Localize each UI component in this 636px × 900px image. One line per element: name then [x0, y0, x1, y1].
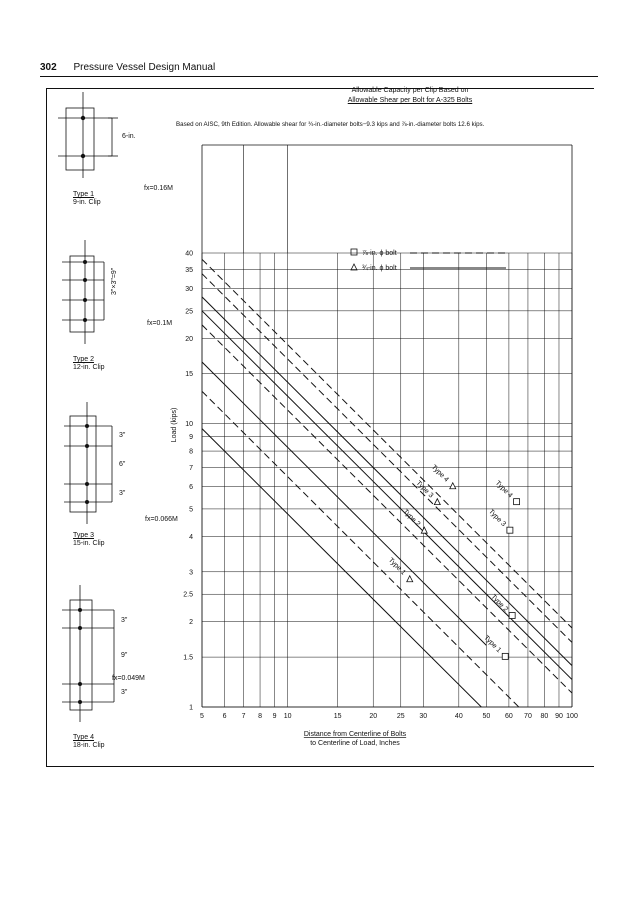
y-tick-label: 5: [189, 506, 193, 514]
dim-type-3-b: 6": [119, 461, 126, 468]
line-label: Type 1: [482, 634, 503, 655]
x-tick-label: 40: [454, 713, 463, 720]
x-tick-label: 5: [200, 713, 204, 720]
square-marker: [509, 612, 515, 618]
square-marker: [507, 527, 513, 533]
x-tick-label: 60: [505, 713, 513, 720]
x-axis-label-line1: Distance from Centerline of Bolts: [303, 731, 407, 738]
y-tick-label: 7: [189, 465, 193, 473]
x-tick-label: 90: [555, 713, 563, 720]
legend-label-7-8: ⅞-in. ϕ bolt: [362, 250, 397, 257]
chart-grid: [202, 145, 572, 707]
chart-subtitle: Allowable Shear per Bolt for A-325 Bolts: [347, 97, 473, 104]
fx-type-2: fx=0.1M: [147, 320, 173, 327]
y-tick-label: 15: [185, 371, 193, 379]
dim-type-4-c: 3": [121, 689, 128, 696]
series-line-type-4-dashed: [202, 259, 572, 628]
dim-type-3-a: 3": [119, 432, 126, 439]
y-tick-label: 20: [185, 335, 193, 343]
clip-type: Type 1: [73, 191, 95, 198]
y-tick-label: 10: [185, 421, 193, 429]
page-number: 302: [40, 62, 57, 73]
clip-name: 9-in. Clip: [73, 199, 101, 206]
y-tick-label: 4: [189, 533, 193, 541]
chart-ticks: [183, 251, 578, 721]
chart-series: [202, 259, 572, 760]
legend-square-symbol: [351, 249, 357, 255]
basis-note: Based on AISC, 9th Edition. Allowable shear for ¾-in.-diameter bolts−9.3 kips and ⅞-in.-diameter bolts 12.6 kips.: [176, 121, 485, 128]
x-tick-label: 6: [222, 713, 227, 720]
dim-type-4-a: 3": [121, 617, 128, 624]
y-tick-label: 3: [189, 569, 193, 577]
clip-name: 15-in. Clip: [73, 540, 105, 547]
y-tick-label: 8: [189, 448, 193, 456]
x-tick-label: 80: [540, 713, 549, 720]
clip-type: Type 3: [73, 532, 95, 539]
y-tick-label: 25: [185, 308, 193, 316]
y-tick-label: 1: [189, 704, 193, 712]
x-tick-label: 7: [241, 713, 246, 720]
x-tick-label: 9: [272, 713, 277, 720]
x-tick-label: 15: [333, 713, 342, 720]
line-label: Type 4: [429, 463, 450, 484]
series-line-type-4-solid: [202, 297, 572, 666]
x-axis-label-line2: to Centerline of Load, Inches: [310, 740, 400, 747]
y-tick-label: 30: [185, 285, 193, 293]
dim-type-4-b: 9": [121, 652, 128, 659]
triangle-marker: [450, 483, 456, 489]
series-line-type-1-dashed: [202, 391, 572, 760]
series-line-type-2-solid: [202, 362, 486, 645]
y-tick-label: 40: [185, 250, 193, 258]
y-tick-label: 9: [189, 434, 193, 442]
x-tick-label: 20: [369, 713, 378, 720]
x-tick-label: 70: [524, 713, 532, 720]
y-tick-label: 1.5: [183, 654, 193, 662]
clip-type: Type 2: [73, 356, 95, 363]
legend-label-3-4: ¾-in. ϕ bolt: [362, 265, 397, 272]
series-line-type-3-solid: [202, 311, 572, 680]
line-label: Type 2: [489, 593, 510, 614]
dim-type-3-c: 3": [119, 490, 126, 497]
x-tick-label: 10: [283, 713, 292, 720]
clip-name: 18-in. Clip: [73, 742, 105, 749]
square-marker: [514, 499, 520, 505]
triangle-marker: [407, 576, 413, 582]
book-title: Pressure Vessel Design Manual: [73, 62, 216, 73]
legend-triangle-symbol: [351, 264, 357, 270]
chart-title: Allowable Capacity per Clip Based on: [351, 87, 469, 94]
y-tick-label: 35: [185, 266, 193, 274]
x-tick-label: 50: [482, 713, 491, 720]
line-label: Type 2: [401, 508, 422, 529]
y-tick-label: 2.5: [183, 591, 193, 599]
clip-type: Type 4: [73, 734, 95, 741]
x-tick-label: 100: [566, 713, 578, 720]
x-tick-label: 8: [258, 713, 263, 720]
series-line-type-1-solid: [202, 429, 486, 712]
line-label: Type 3: [414, 479, 435, 500]
y-axis-label: Load (kips): [171, 407, 178, 443]
y-tick-label: 2: [189, 619, 193, 627]
triangle-marker: [434, 499, 440, 505]
fx-type-4: fx=0.049M: [112, 675, 145, 682]
line-label: Type 4: [493, 479, 514, 500]
x-tick-label: 30: [419, 713, 428, 720]
series-line-type-3-dashed: [202, 274, 572, 643]
dim-type-2: 3"×3"=9": [111, 267, 118, 295]
fx-type-3: fx=0.066M: [145, 516, 178, 523]
y-tick-label: 6: [189, 483, 193, 491]
line-label: Type 3: [487, 508, 507, 529]
dim-type-1: 6-in.: [122, 133, 136, 140]
x-tick-label: 25: [396, 713, 405, 720]
fx-type-1: fx=0.16M: [144, 185, 173, 192]
line-label: Type 1: [386, 556, 407, 577]
square-marker: [502, 653, 508, 659]
chart-legend: [351, 249, 506, 272]
clip-name: 12-in. Clip: [73, 364, 105, 371]
